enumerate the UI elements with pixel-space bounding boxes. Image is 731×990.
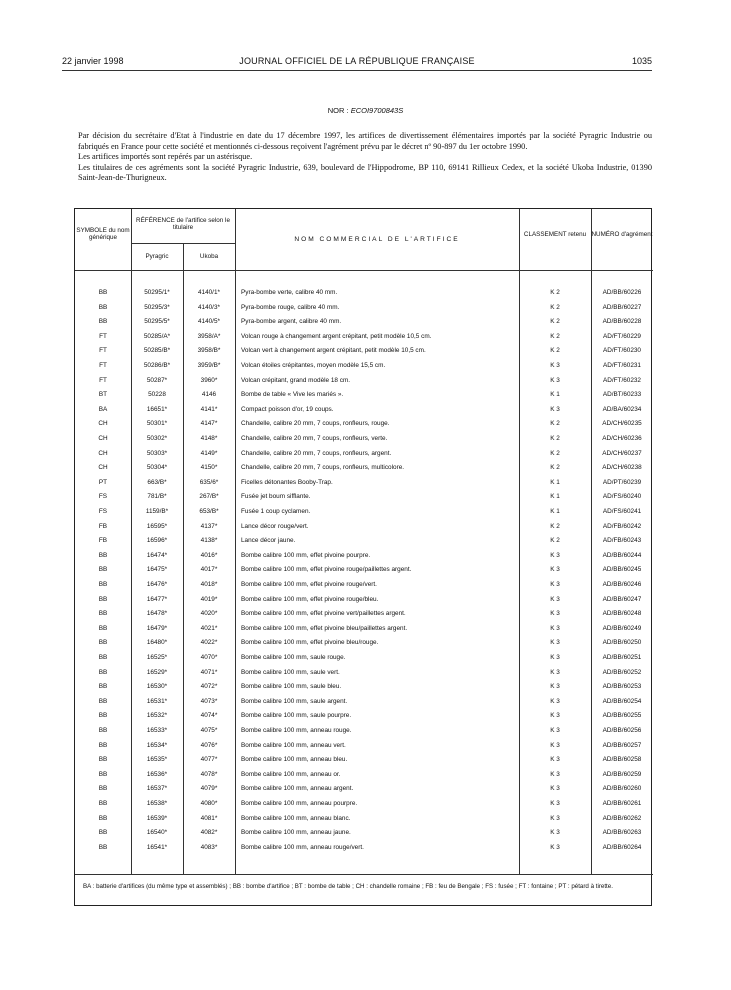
approval-number-cell: AD/BB/60248 bbox=[602, 610, 642, 618]
commercial-name-cell: Pyra-bombe argent, calibre 40 mm. bbox=[241, 318, 342, 326]
pyragric-ref-cell: 50285/A* bbox=[143, 332, 171, 340]
classement-cell: K 3 bbox=[550, 595, 560, 603]
ukoba-ref-cell: 3958/B* bbox=[197, 347, 221, 355]
approval-number-cell: AD/CH/60238 bbox=[602, 464, 642, 472]
table-row bbox=[75, 359, 653, 374]
classement-cell: K 3 bbox=[550, 551, 560, 559]
classement-cell: K 3 bbox=[550, 770, 560, 778]
ukoba-ref-cell: 4140/3* bbox=[197, 303, 221, 311]
symbol-cell: BB bbox=[98, 551, 108, 559]
commercial-name-cell: Chandelle, calibre 20 mm, 7 coups, ronfleurs, multicolore. bbox=[241, 464, 405, 472]
ukoba-ref-cell: 3960* bbox=[200, 376, 218, 384]
classement-cell: K 3 bbox=[550, 376, 560, 384]
ukoba-ref-cell: 4140/5* bbox=[197, 318, 221, 326]
table-row bbox=[75, 432, 653, 447]
commercial-name-cell: Bombe calibre 100 mm, effet pivoine bleu/rouge. bbox=[241, 639, 379, 647]
pyragric-ref-cell: 16537* bbox=[146, 785, 168, 793]
ukoba-ref-cell: 4080* bbox=[200, 800, 218, 807]
classement-cell: K 3 bbox=[550, 668, 560, 676]
approval-number-cell: AD/BB/60226 bbox=[602, 289, 642, 296]
pyragric-ref-cell: 1159/B* bbox=[145, 508, 169, 515]
commercial-name-cell: Bombe calibre 100 mm, anneau or. bbox=[241, 770, 341, 778]
classement-cell: K 3 bbox=[550, 639, 560, 647]
commercial-name-cell: Bombe calibre 100 mm, anneau blanc. bbox=[241, 814, 351, 822]
commercial-name-cell: Bombe calibre 100 mm, anneau rouge/vert. bbox=[241, 843, 364, 851]
approval-number-cell: AD/BB/60227 bbox=[602, 303, 642, 311]
approval-table bbox=[74, 208, 652, 906]
pyragric-ref-cell: 50303* bbox=[146, 449, 168, 457]
ukoba-ref-cell: 4019* bbox=[200, 595, 218, 603]
commercial-name-cell: Bombe calibre 100 mm, anneau argent. bbox=[241, 785, 354, 793]
classement-cell: K 2 bbox=[550, 449, 560, 457]
ukoba-ref-cell: 4022* bbox=[200, 639, 218, 647]
table-row bbox=[75, 768, 653, 783]
table-row bbox=[75, 666, 653, 681]
symbol-cell: BB bbox=[98, 697, 108, 705]
table-row bbox=[75, 330, 653, 345]
pyragric-ref-cell: 16595* bbox=[146, 522, 168, 530]
ukoba-ref-cell: 4081* bbox=[200, 814, 218, 822]
table-row bbox=[75, 447, 653, 462]
ukoba-ref-cell: 4073* bbox=[200, 697, 218, 705]
pyragric-ref-cell: 16476* bbox=[146, 581, 168, 588]
approval-number-cell: AD/FT/60232 bbox=[602, 376, 641, 384]
commercial-name-cell: Bombe calibre 100 mm, saule rouge. bbox=[241, 654, 346, 661]
commercial-name-cell: Lance décor jaune. bbox=[241, 537, 296, 545]
issue-date: 22 janvier 1998 bbox=[62, 56, 124, 66]
approval-number-cell: AD/BB/60262 bbox=[602, 814, 642, 822]
table-row bbox=[75, 461, 653, 476]
table-row bbox=[75, 549, 653, 564]
ukoba-ref-cell: 4076* bbox=[200, 741, 218, 749]
ukoba-ref-cell: 4072* bbox=[200, 683, 218, 691]
classement-cell: K 1 bbox=[550, 478, 560, 486]
classement-cell: K 3 bbox=[550, 362, 560, 369]
table-row bbox=[75, 695, 653, 710]
pyragric-ref-cell: 16540* bbox=[146, 829, 168, 837]
table-row bbox=[75, 680, 653, 695]
footnote-rule bbox=[75, 874, 653, 875]
approval-number-cell: AD/FS/60241 bbox=[602, 508, 642, 515]
ukoba-ref-cell: 4141* bbox=[200, 405, 218, 413]
ukoba-ref-cell: 4138* bbox=[200, 537, 218, 545]
classement-cell: K 3 bbox=[550, 697, 560, 705]
approval-number-cell: AD/BB/60228 bbox=[602, 318, 642, 326]
classement-cell: K 2 bbox=[550, 464, 560, 472]
classement-cell: K 3 bbox=[550, 785, 560, 793]
approval-number-cell: AD/BB/60253 bbox=[602, 683, 642, 691]
pyragric-ref-cell: 16596* bbox=[146, 537, 168, 545]
symbol-cell: BB bbox=[98, 829, 108, 837]
ukoba-ref-cell: 4016* bbox=[200, 551, 218, 559]
classement-cell: K 2 bbox=[550, 522, 560, 530]
nor-reference bbox=[0, 106, 731, 115]
symbol-cell: BB bbox=[98, 639, 108, 647]
table-row bbox=[75, 753, 653, 768]
symbol-cell: CH bbox=[98, 420, 108, 428]
table-row bbox=[75, 417, 653, 432]
table-row bbox=[75, 607, 653, 622]
pyragric-ref-cell: 16651* bbox=[146, 405, 168, 413]
approval-number-cell: AD/BB/60250 bbox=[602, 639, 642, 647]
approval-number-cell: AD/FB/60243 bbox=[602, 537, 642, 545]
approval-number-cell: AD/FT/60231 bbox=[602, 362, 641, 369]
classement-cell: K 3 bbox=[550, 610, 560, 618]
header-subrule bbox=[131, 243, 235, 244]
table-row bbox=[75, 374, 653, 389]
approval-number-cell: AD/FT/60229 bbox=[602, 332, 641, 340]
table-row bbox=[75, 739, 653, 754]
classement-cell: K 2 bbox=[550, 347, 560, 355]
table-row bbox=[75, 534, 653, 549]
commercial-name-cell: Fusée 1 coup cyclamen. bbox=[241, 508, 311, 515]
pyragric-ref-cell: 50285/B* bbox=[143, 347, 171, 355]
symbol-cell: BB bbox=[98, 712, 108, 720]
pyragric-ref-cell: 16478* bbox=[146, 610, 168, 618]
classement-cell: K 1 bbox=[550, 508, 560, 515]
commercial-name-cell: Bombe calibre 100 mm, saule bleu. bbox=[241, 683, 342, 691]
symbol-cell: FT bbox=[99, 376, 107, 384]
intro-paragraph: Les artifices importés sont repérés par un astérisque. bbox=[78, 152, 253, 162]
header-ukoba: Ukoba bbox=[199, 253, 219, 260]
table-row bbox=[75, 709, 653, 724]
classement-cell: K 1 bbox=[550, 493, 560, 501]
commercial-name-cell: Bombe calibre 100 mm, anneau vert. bbox=[241, 741, 346, 749]
ukoba-ref-cell: 3958/A* bbox=[197, 332, 221, 340]
commercial-name-cell: Volcan étoiles crépitantes, moyen modèle 15,5 cm. bbox=[241, 362, 386, 369]
pyragric-ref-cell: 16533* bbox=[146, 727, 168, 734]
ukoba-ref-cell: 4083* bbox=[200, 843, 218, 851]
classement-cell: K 3 bbox=[550, 683, 560, 691]
ukoba-ref-cell: 4147* bbox=[200, 420, 218, 428]
pyragric-ref-cell: 16538* bbox=[146, 800, 168, 807]
classement-cell: K 2 bbox=[550, 435, 560, 442]
symbol-cell: CH bbox=[98, 449, 108, 457]
commercial-name-cell: Bombe calibre 100 mm, anneau rouge. bbox=[241, 727, 352, 734]
approval-number-cell: AD/FS/60240 bbox=[602, 493, 642, 501]
classement-cell: K 3 bbox=[550, 741, 560, 749]
header-rule bbox=[62, 70, 652, 71]
approval-number-cell: AD/BB/60257 bbox=[602, 741, 642, 749]
header-pyragric: Pyragric bbox=[145, 253, 169, 260]
journal-title: JOURNAL OFFICIEL DE LA RÉPUBLIQUE FRANÇAISE bbox=[239, 56, 475, 66]
commercial-name-cell: Bombe de table « Vive les mariés ». bbox=[241, 391, 344, 399]
approval-number-cell: AD/FT/60230 bbox=[602, 347, 641, 355]
symbol-cell: BB bbox=[98, 756, 108, 764]
commercial-name-cell: Bombe calibre 100 mm, effet pivoine bleu/paillettes argent. bbox=[241, 624, 408, 632]
classement-cell: K 3 bbox=[550, 727, 560, 734]
approval-number-cell: AD/BB/60260 bbox=[602, 785, 642, 793]
ukoba-ref-cell: 4148* bbox=[200, 435, 218, 442]
commercial-name-cell: Bombe calibre 100 mm, effet pivoine rouge/paillettes argent. bbox=[241, 566, 412, 574]
commercial-name-cell: Bombe calibre 100 mm, effet pivoine vert/paillettes argent. bbox=[241, 610, 406, 618]
approval-number-cell: AD/BA/60234 bbox=[602, 405, 642, 413]
header-bottom-rule bbox=[75, 270, 653, 271]
table-row bbox=[75, 520, 653, 535]
commercial-name-cell: Bombe calibre 100 mm, saule vert. bbox=[241, 668, 340, 676]
table-row bbox=[75, 622, 653, 637]
symbol-cell: BB bbox=[98, 843, 108, 851]
classement-cell: K 3 bbox=[550, 712, 560, 720]
classement-cell: K 2 bbox=[550, 537, 560, 545]
approval-number-cell: AD/BB/60247 bbox=[602, 595, 642, 603]
approval-number-cell: AD/BB/60258 bbox=[602, 756, 642, 764]
ukoba-ref-cell: 4020* bbox=[200, 610, 218, 618]
approval-number-cell: AD/BB/60252 bbox=[602, 668, 642, 676]
ukoba-ref-cell: 4140/1* bbox=[197, 289, 221, 296]
commercial-name-cell: Bombe calibre 100 mm, anneau pourpre. bbox=[241, 800, 358, 807]
commercial-name-cell: Bombe calibre 100 mm, effet pivoine rouge/vert. bbox=[241, 581, 377, 588]
ukoba-ref-cell: 4077* bbox=[200, 756, 218, 764]
symbol-cell: BB bbox=[98, 741, 108, 749]
approval-number-cell: AD/BT/60233 bbox=[602, 391, 642, 399]
commercial-name-cell: Chandelle, calibre 20 mm, 7 coups, ronfleurs, verte. bbox=[241, 435, 388, 442]
table-row bbox=[75, 490, 653, 505]
commercial-name-cell: Pyra-bombe verte, calibre 40 mm. bbox=[241, 289, 338, 296]
symbol-cell: BB bbox=[98, 624, 108, 632]
classement-cell: K 3 bbox=[550, 756, 560, 764]
symbol-cell: BB bbox=[98, 654, 108, 661]
symbol-cell: BT bbox=[98, 391, 108, 399]
approval-number-cell: AD/PT/60239 bbox=[602, 478, 642, 486]
intro-paragraph: Par décision du secrétaire d'Etat à l'industrie en date du 17 décembre 1997, les artifices de divertissement élémentaires importés par la société Pyragric Industrie ou fabriqués en France pour cette société et mentionnés ci-dessous reçoivent l'agrément prévu par le décret nº 90-897 du 1er octobre 1990. bbox=[78, 131, 652, 151]
classement-cell: K 3 bbox=[550, 405, 560, 413]
table-row bbox=[75, 563, 653, 578]
ukoba-ref-cell: 4146 bbox=[201, 391, 217, 399]
pyragric-ref-cell: 16532* bbox=[146, 712, 168, 720]
ukoba-ref-cell: 4079* bbox=[200, 785, 218, 793]
commercial-name-cell: Chandelle, calibre 20 mm, 7 coups, ronfleurs, argent. bbox=[241, 449, 392, 457]
pyragric-ref-cell: 16475* bbox=[146, 566, 168, 574]
ukoba-ref-cell: 635/6* bbox=[199, 478, 219, 486]
symbol-cell: FS bbox=[98, 493, 108, 501]
pyragric-ref-cell: 16480* bbox=[146, 639, 168, 647]
ukoba-ref-cell: 4070* bbox=[200, 654, 218, 661]
symbol-cell: BB bbox=[98, 581, 108, 588]
header-numero: NUMÉRO d'agrément bbox=[591, 231, 653, 238]
header-symbole: SYMBOLE du nom générique bbox=[76, 227, 130, 242]
ukoba-ref-cell: 4021* bbox=[200, 624, 218, 632]
pyragric-ref-cell: 16531* bbox=[146, 697, 168, 705]
approval-number-cell: AD/CH/60237 bbox=[602, 449, 642, 457]
approval-number-cell: AD/BB/60254 bbox=[602, 697, 642, 705]
symbol-cell: BB bbox=[98, 289, 108, 296]
symbol-cell: BB bbox=[98, 595, 108, 603]
classement-cell: K 2 bbox=[550, 332, 560, 340]
pyragric-ref-cell: 16477* bbox=[146, 595, 168, 603]
pyragric-ref-cell: 781/B* bbox=[147, 493, 167, 501]
ukoba-ref-cell: 4082* bbox=[200, 829, 218, 837]
approval-number-cell: AD/BB/60249 bbox=[602, 624, 642, 632]
pyragric-ref-cell: 16539* bbox=[146, 814, 168, 822]
table-row bbox=[75, 797, 653, 812]
ukoba-ref-cell: 4018* bbox=[200, 581, 218, 588]
pyragric-ref-cell: 663/B* bbox=[147, 478, 167, 486]
classement-cell: K 3 bbox=[550, 814, 560, 822]
classement-cell: K 3 bbox=[550, 800, 560, 807]
commercial-name-cell: Bombe calibre 100 mm, effet pivoine pourpre. bbox=[241, 551, 371, 559]
ukoba-ref-cell: 4150* bbox=[200, 464, 218, 472]
symbol-cell: BB bbox=[98, 814, 108, 822]
pyragric-ref-cell: 50301* bbox=[146, 420, 168, 428]
commercial-name-cell: Pyra-bombe rouge, calibre 40 mm. bbox=[241, 303, 340, 311]
page-number: 1035 bbox=[631, 56, 652, 66]
symbol-cell: CH bbox=[98, 464, 108, 472]
header-reference: RÉFÉRENCE de l'artifice selon le titulaire bbox=[136, 217, 230, 232]
approval-number-cell: AD/BB/60244 bbox=[602, 551, 642, 559]
commercial-name-cell: Bombe calibre 100 mm, saule argent. bbox=[241, 697, 348, 705]
table-row bbox=[75, 505, 653, 520]
table-row bbox=[75, 344, 653, 359]
approval-number-cell: AD/BB/60259 bbox=[602, 770, 642, 778]
pyragric-ref-cell: 50287* bbox=[146, 376, 168, 384]
approval-number-cell: AD/FB/60242 bbox=[602, 522, 642, 530]
table-row bbox=[75, 812, 653, 827]
classement-cell: K 3 bbox=[550, 566, 560, 574]
ukoba-ref-cell: 4075* bbox=[200, 727, 218, 734]
table-row bbox=[75, 636, 653, 651]
commercial-name-cell: Bombe calibre 100 mm, saule pourpre. bbox=[241, 712, 352, 720]
symbol-cell: FS bbox=[98, 508, 108, 515]
table-row bbox=[75, 724, 653, 739]
commercial-name-cell: Bombe calibre 100 mm, effet pivoine rouge/bleu. bbox=[241, 595, 379, 603]
commercial-name-cell: Lance décor rouge/vert. bbox=[241, 522, 309, 530]
ukoba-ref-cell: 4071* bbox=[200, 668, 218, 676]
pyragric-ref-cell: 50304* bbox=[146, 464, 168, 472]
pyragric-ref-cell: 50286/B* bbox=[143, 362, 171, 369]
approval-number-cell: AD/BB/60245 bbox=[602, 566, 642, 574]
pyragric-ref-cell: 50295/3* bbox=[144, 303, 170, 311]
approval-number-cell: AD/BB/60246 bbox=[602, 581, 642, 588]
table-row bbox=[75, 782, 653, 797]
commercial-name-cell: Chandelle, calibre 20 mm, 7 coups, ronfleurs, rouge. bbox=[241, 420, 390, 428]
pyragric-ref-cell: 50302* bbox=[146, 435, 168, 442]
symbol-cell: BB bbox=[98, 683, 108, 691]
pyragric-ref-cell: 16525* bbox=[146, 654, 168, 661]
symbol-cell: BB bbox=[98, 610, 108, 618]
pyragric-ref-cell: 16534* bbox=[146, 741, 168, 749]
pyragric-ref-cell: 50295/5* bbox=[144, 318, 170, 326]
symbol-cell: BB bbox=[98, 303, 108, 311]
approval-number-cell: AD/BB/60263 bbox=[602, 829, 642, 837]
pyragric-ref-cell: 16535* bbox=[146, 756, 168, 764]
symbol-cell: BB bbox=[98, 770, 108, 778]
table-row bbox=[75, 593, 653, 608]
symbol-cell: BB bbox=[98, 318, 108, 326]
classement-cell: K 3 bbox=[550, 581, 560, 588]
table-row bbox=[75, 315, 653, 330]
nor-label: NOR : bbox=[327, 106, 349, 115]
ukoba-ref-cell: 4017* bbox=[200, 566, 218, 574]
classement-cell: K 3 bbox=[550, 654, 560, 661]
pyragric-ref-cell: 16530* bbox=[146, 683, 168, 691]
commercial-name-cell: Bombe calibre 100 mm, anneau bleu. bbox=[241, 756, 348, 764]
approval-number-cell: AD/BB/60261 bbox=[602, 800, 642, 807]
pyragric-ref-cell: 16474* bbox=[146, 551, 168, 559]
ukoba-ref-cell: 4149* bbox=[200, 449, 218, 457]
classement-cell: K 2 bbox=[550, 318, 560, 326]
symbol-cell: BB bbox=[98, 785, 108, 793]
table-row bbox=[75, 403, 653, 418]
pyragric-ref-cell: 50295/1* bbox=[144, 289, 170, 296]
column-rule bbox=[131, 209, 132, 270]
table-row bbox=[75, 286, 653, 301]
ukoba-ref-cell: 3959/B* bbox=[197, 362, 221, 369]
commercial-name-cell: Compact poisson d'or, 19 coups. bbox=[241, 405, 334, 413]
symbol-cell: BB bbox=[98, 566, 108, 574]
symbol-cell: FB bbox=[98, 537, 108, 545]
approval-number-cell: AD/BB/60251 bbox=[602, 654, 642, 661]
table-row bbox=[75, 826, 653, 841]
classement-cell: K 2 bbox=[550, 289, 560, 296]
table-row bbox=[75, 651, 653, 666]
intro-paragraph: Les titulaires de ces agréments sont la société Pyragric Industrie, 639, boulevard de l'Hippodrome, BP 110, 69141 Rillieux Cedex, et la société Ukoba Industrie, 01390 Saint-Jean-de-Thurigneux. bbox=[78, 162, 652, 183]
commercial-name-cell: Bombe calibre 100 mm, anneau jaune. bbox=[241, 829, 351, 837]
pyragric-ref-cell: 16479* bbox=[146, 624, 168, 632]
pyragric-ref-cell: 16541* bbox=[146, 843, 168, 851]
table-row bbox=[75, 578, 653, 593]
approval-number-cell: AD/BB/60256 bbox=[602, 727, 642, 734]
header-nom-commercial: NOM COMMERCIAL DE L'ARTIFICE bbox=[294, 236, 460, 243]
symbol-cell: BB bbox=[98, 800, 108, 807]
classement-cell: K 3 bbox=[550, 829, 560, 837]
symbol-cell: FT bbox=[99, 347, 107, 355]
symbol-cell: PT bbox=[98, 478, 108, 486]
symbol-cell: BB bbox=[98, 727, 108, 734]
ukoba-ref-cell: 267/B* bbox=[199, 493, 219, 501]
classement-cell: K 2 bbox=[550, 420, 560, 428]
classement-cell: K 3 bbox=[550, 843, 560, 851]
commercial-name-cell: Volcan vert à changement argent crépitant, petit modèle 10,5 cm. bbox=[241, 347, 426, 355]
symbol-cell: FB bbox=[98, 522, 108, 530]
symbol-cell: FT bbox=[99, 362, 107, 369]
ukoba-ref-cell: 4078* bbox=[200, 770, 218, 778]
pyragric-ref-cell: 16529* bbox=[146, 668, 168, 676]
classement-cell: K 2 bbox=[550, 303, 560, 311]
intro-text bbox=[78, 131, 652, 184]
ukoba-ref-cell: 653/B* bbox=[199, 508, 219, 515]
header-classement: CLASSEMENT retenu bbox=[523, 231, 587, 238]
approval-number-cell: AD/CH/60236 bbox=[602, 435, 642, 442]
table-row bbox=[75, 301, 653, 316]
symbol-cell: BA bbox=[98, 405, 108, 413]
pyragric-ref-cell: 50228 bbox=[148, 391, 166, 399]
approval-number-cell: AD/CH/60235 bbox=[602, 420, 642, 428]
table-row bbox=[75, 388, 653, 403]
table-footnote: BA : batterie d'artifices (du même type et assemblés) ; BB : bombe d'artifice ; BT : bombe de table ; CH : chandelle romaine ; FB : feu de Bengale ; FS : fusée ; FT : fontaine ; PT : pétard à tirette. bbox=[83, 883, 613, 890]
table-row bbox=[75, 841, 653, 856]
ukoba-ref-cell: 4137* bbox=[200, 522, 218, 530]
table-row bbox=[75, 476, 653, 491]
symbol-cell: BB bbox=[98, 668, 108, 676]
approval-number-cell: AD/BB/60264 bbox=[602, 843, 642, 851]
ukoba-ref-cell: 4074* bbox=[200, 712, 218, 720]
approval-number-cell: AD/BB/60255 bbox=[602, 712, 642, 720]
symbol-cell: CH bbox=[98, 435, 108, 442]
classement-cell: K 1 bbox=[550, 391, 560, 399]
commercial-name-cell: Volcan rouge à changement argent crépitant, petit modèle 10,5 cm. bbox=[241, 332, 432, 340]
pyragric-ref-cell: 16536* bbox=[146, 770, 168, 778]
commercial-name-cell: Fusée jet boum sifflante. bbox=[241, 493, 311, 501]
nor-code: ECOI9700843S bbox=[350, 106, 404, 115]
commercial-name-cell: Ficelles détonantes Booby-Trap. bbox=[241, 478, 333, 486]
classement-cell: K 3 bbox=[550, 624, 560, 632]
commercial-name-cell: Volcan crépitant, grand modèle 18 cm. bbox=[241, 376, 351, 384]
symbol-cell: FT bbox=[99, 332, 107, 340]
